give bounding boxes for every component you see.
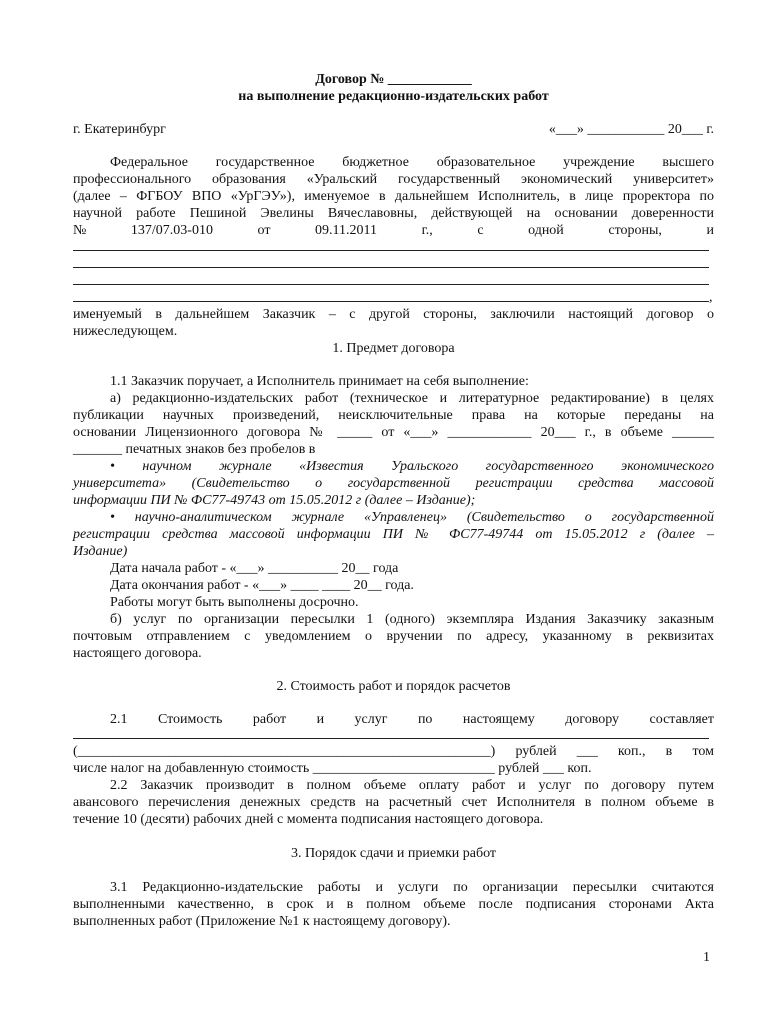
- clause-3-1-line-1: 3.1 Редакционно-издательские работы и услуги по организации пересылки считаются: [110, 880, 714, 895]
- clause-1-1: 1.1 Заказчик поручает, а Исполнитель принимает на себя выполнение:: [110, 374, 529, 389]
- section-1-heading: 1. Предмет договора: [332, 341, 455, 356]
- bullet-1-line-3: информации ПИ № ФС77-49743 от 15.05.2012 г (далее – Издание);: [73, 493, 476, 508]
- item-a-line-3: основании Лицензионного договора № _____ от «___» ____________ 20___ г., в объеме ______: [73, 425, 714, 440]
- intro-line-1: Федеральное государственное бюджетное образовательное учреждение высшего: [110, 155, 714, 170]
- clause-2-1-line-2: (___________________________________________________________) рублей ___ коп., в том: [73, 744, 714, 759]
- page-number: 1: [703, 950, 710, 965]
- city-date-row: [73, 121, 714, 138]
- contract-title: Договор № ____________: [315, 72, 472, 87]
- intro-line-5: [73, 222, 714, 239]
- clause-3-1-line-3: выполненных работ (Приложение №1 к настоящему договору).: [73, 914, 451, 929]
- blank-line: [73, 738, 709, 739]
- intro-word: стороны,: [608, 223, 662, 238]
- bullet-1-line-2: университета» (Свидетельство о государственной регистрации средства массовой: [73, 476, 714, 491]
- intro-word: и: [706, 223, 714, 238]
- blank-line: [73, 267, 709, 268]
- item-a-line-1: а) редакционно-издательских работ (техническое и литературное редактирование) в целях: [110, 391, 714, 406]
- intro-word: с: [477, 223, 484, 238]
- intro-line-2: профессионального образования «Уральский государственный экономический университет»: [73, 172, 714, 187]
- section-3-heading: 3. Порядок сдачи и приемки работ: [290, 846, 497, 861]
- item-b-line-1: б) услуг по организации пересылки 1 (одного) экземпляра Издания Заказчику заказным: [110, 612, 714, 627]
- clause-word: Стоимость: [157, 712, 223, 727]
- clause-word: настоящему: [462, 712, 535, 727]
- item-a-line-4: _______ печатных знаков без пробелов в: [73, 442, 316, 457]
- contract-subtitle: на выполнение редакционно-издательских работ: [238, 89, 549, 104]
- clause-word: работ: [252, 712, 287, 727]
- clause-word: и: [316, 712, 325, 727]
- item-a-line-2: публикации научных произведений, неисключительные права на которые переданы на: [73, 408, 714, 423]
- city: г. Екатеринбург: [73, 122, 166, 137]
- intro-word: одной: [528, 223, 564, 238]
- clause-2-2-line-2: авансового перечисления денежных средств на расчетный счет Исполнителя в полном объеме в: [73, 795, 714, 810]
- clause-2-1-line-1: [110, 711, 714, 728]
- comma-mark: ,: [709, 290, 713, 305]
- bullet-2-line-2: регистрации средства массовой информации ПИ № ФС77-49744 от 15.05.2012 г (далее –: [73, 527, 714, 542]
- intro-word: г.,: [421, 223, 433, 238]
- intro-word: 137/07.03-010: [130, 223, 213, 238]
- early-completion-note: Работы могут быть выполнены досрочно.: [110, 595, 359, 610]
- clause-word: составляет: [649, 712, 714, 727]
- item-b-line-2: почтовым отправлением с уведомлением о вручении по адресу, указанному в реквизитах: [73, 629, 714, 644]
- blank-line: [73, 250, 709, 251]
- blank-line: [73, 284, 709, 285]
- bullet-2-line-1: • научно-аналитическом журнале «Управленец» (Свидетельство о государственной: [110, 510, 714, 525]
- clause-2-2-line-3: течение 10 (десяти) рабочих дней с момента подписания настоящего договора.: [73, 812, 544, 827]
- item-b-line-3: настоящего договора.: [73, 646, 202, 661]
- clause-2-2-line-1: 2.2 Заказчик производит в полном объеме оплату работ и услуг по договору путем: [110, 778, 714, 793]
- intro-word: от: [257, 223, 271, 238]
- intro-line-3: (далее – ФГБОУ ВПО «УрГЭУ»), именуемое в дальнейшем Исполнитель, в лице проректора по: [73, 189, 714, 204]
- section-2-heading: 2. Стоимость работ и порядок расчетов: [276, 679, 511, 694]
- clause-word: услуг: [354, 712, 388, 727]
- intro-line-6: именуемый в дальнейшем Заказчик – с другой стороны, заключили настоящий договор о: [73, 307, 714, 322]
- intro-line-7: нижеследующем.: [73, 324, 178, 339]
- intro-word: №: [73, 223, 87, 238]
- end-date: Дата окончания работ - «___» ____ ____ 20__ года.: [110, 578, 414, 593]
- intro-word: 09.11.2011: [315, 223, 378, 238]
- bullet-1-line-1: • научном журнале «Известия Уральского государственного экономического: [110, 459, 714, 474]
- clause-2-1-line-3: числе налог на добавленную стоимость __________________________ рублей ___ коп.: [73, 761, 592, 776]
- clause-3-1-line-2: выполненными качественно, в срок и в полном объеме после подписания сторонами Акта: [73, 897, 714, 912]
- clause-word: по: [417, 712, 433, 727]
- bullet-2-line-3: Издание): [73, 544, 128, 559]
- intro-line-4: научной работе Пешиной Эвелины Вячеславовны, действующей на основании доверенности: [73, 206, 714, 221]
- clause-word: 2.1: [110, 712, 128, 727]
- start-date: Дата начала работ - «___» __________ 20__ года: [110, 561, 399, 576]
- contract-date: «___» ___________ 20___ г.: [548, 122, 714, 137]
- blank-line: [73, 301, 709, 302]
- clause-word: договору: [565, 712, 620, 727]
